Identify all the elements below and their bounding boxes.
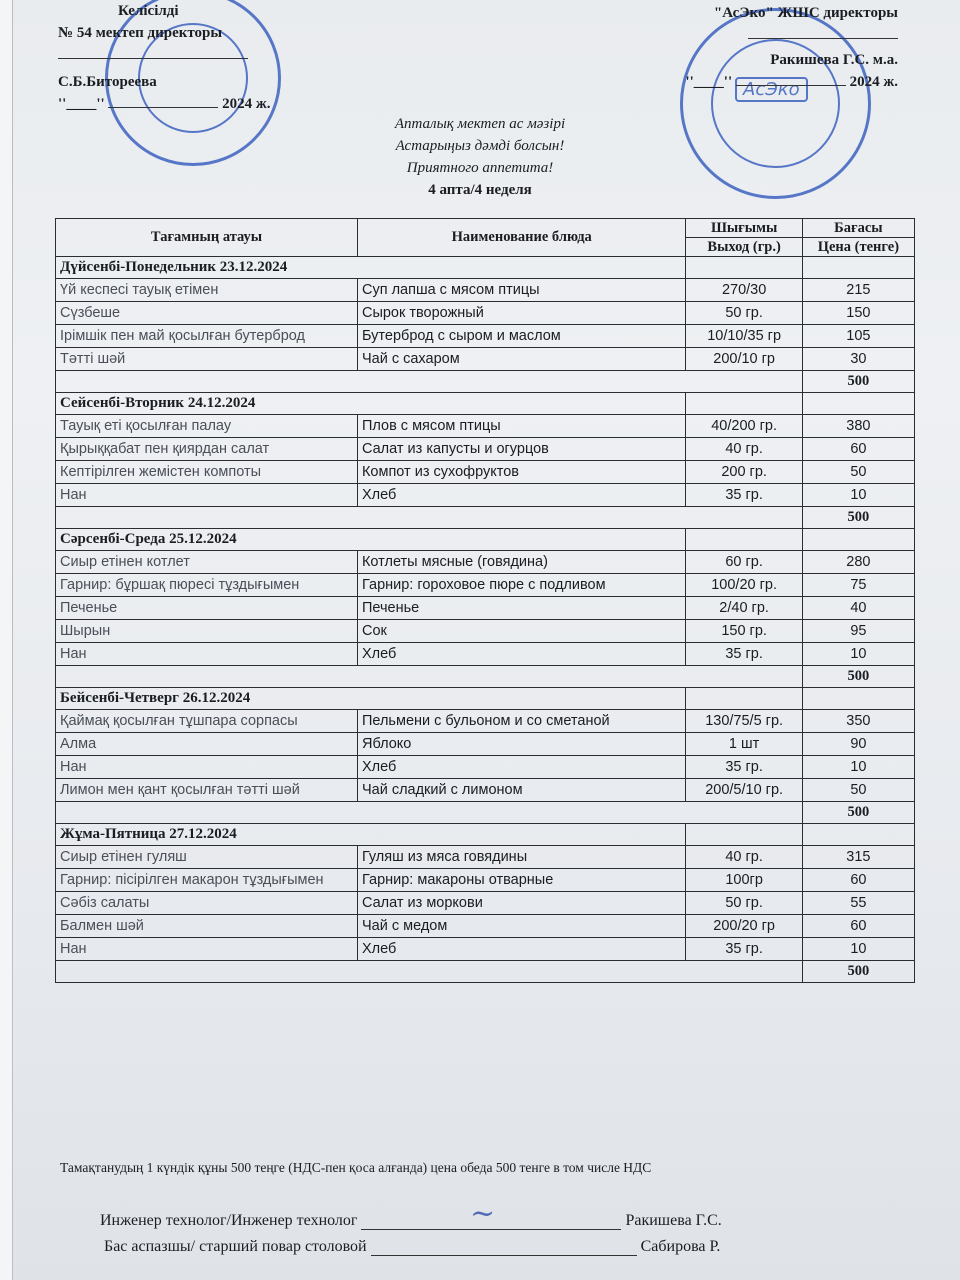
day-header-row bbox=[56, 257, 915, 279]
dish-price: 10 bbox=[802, 756, 914, 779]
dish-yield: 200/10 гр bbox=[686, 348, 802, 371]
dish-name-kz: Нан bbox=[56, 756, 358, 779]
table-row bbox=[56, 279, 915, 302]
date-prefix: ''____'' bbox=[58, 96, 105, 112]
dish-name-kz: Қырыққабат пен қиярдан салат bbox=[56, 438, 358, 461]
dish-name-ru: Хлеб bbox=[357, 938, 686, 961]
menu-body bbox=[56, 257, 915, 983]
signature-line bbox=[748, 24, 898, 39]
dish-name-ru: Печенье bbox=[357, 597, 686, 620]
empty-cell bbox=[686, 824, 802, 846]
col-header-name-kz: Тағамның атауы bbox=[56, 219, 358, 257]
dish-name-ru: Плов с мясом птицы bbox=[357, 415, 686, 438]
empty-cell bbox=[802, 529, 914, 551]
table-header-row bbox=[56, 219, 915, 238]
date-prefix: ''____'' bbox=[685, 74, 733, 90]
empty-cell bbox=[802, 393, 914, 415]
day-header-row bbox=[56, 688, 915, 710]
dish-name-ru: Гарнир: макароны отварные bbox=[357, 869, 686, 892]
handwritten-signature: ~ bbox=[470, 1196, 496, 1231]
dish-name-ru: Хлеб bbox=[357, 484, 686, 507]
table-row bbox=[56, 438, 915, 461]
company-director-name: Ракишева Г.С. м.а. bbox=[770, 52, 898, 68]
table-row bbox=[56, 892, 915, 915]
dish-yield: 40 гр. bbox=[686, 846, 802, 869]
day-header-row bbox=[56, 824, 915, 846]
dish-price: 60 bbox=[802, 438, 914, 461]
dish-name-ru: Чай сладкий с лимоном bbox=[357, 779, 686, 802]
dish-name-kz: Печенье bbox=[56, 597, 358, 620]
table-row bbox=[56, 643, 915, 666]
dish-price: 50 bbox=[802, 461, 914, 484]
dish-yield: 270/30 bbox=[686, 279, 802, 302]
title-line-3: Приятного аппетита! bbox=[406, 160, 554, 176]
dish-name-kz: Алма bbox=[56, 733, 358, 756]
day-total: 500 bbox=[802, 507, 914, 529]
table-row bbox=[56, 915, 915, 938]
day-title: Бейсенбі-Четверг 26.12.2024 bbox=[56, 688, 686, 710]
dish-name-kz: Сүзбеше bbox=[56, 302, 358, 325]
table-row bbox=[56, 597, 915, 620]
empty-cell bbox=[802, 257, 914, 279]
col-header-price-ru: Цена (тенге) bbox=[802, 238, 914, 257]
empty-cell bbox=[56, 371, 803, 393]
date-blank bbox=[736, 85, 846, 86]
dish-name-ru: Хлеб bbox=[357, 643, 686, 666]
dish-name-kz: Гарнир: бұршақ пюресі тұздығымен bbox=[56, 574, 358, 597]
empty-cell bbox=[686, 393, 802, 415]
day-title: Сәрсенбі-Среда 25.12.2024 bbox=[56, 529, 686, 551]
school-director-position: № 54 мектеп директоры bbox=[58, 25, 223, 41]
dish-yield: 35 гр. bbox=[686, 756, 802, 779]
price-footnote: Тамақтанудың 1 күндік құны 500 теңге (НДС-пен қоса алғанда) цена обеда 500 тенге в том числе НДС bbox=[60, 1160, 652, 1175]
dish-yield: 35 гр. bbox=[686, 938, 802, 961]
day-total-row bbox=[56, 666, 915, 688]
dish-name-ru: Гарнир: гороховое пюре с подливом bbox=[357, 574, 686, 597]
day-total-row bbox=[56, 961, 915, 983]
dish-name-kz: Нан bbox=[56, 484, 358, 507]
dish-yield: 130/75/5 гр. bbox=[686, 710, 802, 733]
dish-price: 150 bbox=[802, 302, 914, 325]
dish-name-ru: Яблоко bbox=[357, 733, 686, 756]
dish-price: 280 bbox=[802, 551, 914, 574]
empty-cell bbox=[56, 961, 803, 983]
dish-yield: 150 гр. bbox=[686, 620, 802, 643]
dish-yield: 100гр bbox=[686, 869, 802, 892]
dish-name-kz: Ірімшік пен май қосылған бутерброд bbox=[56, 325, 358, 348]
signature-blank bbox=[371, 1255, 637, 1256]
table-row bbox=[56, 348, 915, 371]
day-total: 500 bbox=[802, 802, 914, 824]
menu-title bbox=[0, 113, 960, 201]
date-suffix: 2024 ж. bbox=[849, 74, 898, 90]
dish-yield: 1 шт bbox=[686, 733, 802, 756]
dish-price: 30 bbox=[802, 348, 914, 371]
dish-yield: 200 гр. bbox=[686, 461, 802, 484]
empty-cell bbox=[802, 688, 914, 710]
dish-price: 75 bbox=[802, 574, 914, 597]
empty-cell bbox=[56, 507, 803, 529]
school-director-name: С.Б.Битореева bbox=[58, 74, 157, 90]
day-total: 500 bbox=[802, 961, 914, 983]
dish-name-ru: Суп лапша с мясом птицы bbox=[357, 279, 686, 302]
dish-name-ru: Салат из моркови bbox=[357, 892, 686, 915]
dish-name-kz: Балмен шәй bbox=[56, 915, 358, 938]
agreed-label: Келісілді bbox=[118, 3, 179, 19]
dish-name-kz: Қаймақ қосылған тұшпара сорпасы bbox=[56, 710, 358, 733]
dish-price: 215 bbox=[802, 279, 914, 302]
signature-line bbox=[58, 44, 248, 59]
table-row bbox=[56, 461, 915, 484]
dish-name-ru: Бутерброд с сыром и маслом bbox=[357, 325, 686, 348]
dish-yield: 60 гр. bbox=[686, 551, 802, 574]
empty-cell bbox=[686, 529, 802, 551]
day-title: Сейсенбі-Вторник 24.12.2024 bbox=[56, 393, 686, 415]
dish-name-ru: Котлеты мясные (говядина) bbox=[357, 551, 686, 574]
col-header-price-kz: Бағасы bbox=[802, 219, 914, 238]
stamp-brand: АсЭко bbox=[735, 77, 808, 102]
day-header-row bbox=[56, 393, 915, 415]
table-row bbox=[56, 869, 915, 892]
dish-name-kz: Тәтті шәй bbox=[56, 348, 358, 371]
day-total: 500 bbox=[802, 371, 914, 393]
table-row bbox=[56, 779, 915, 802]
dish-price: 50 bbox=[802, 779, 914, 802]
dish-name-kz: Тауық еті қосылған палау bbox=[56, 415, 358, 438]
dish-name-ru: Пельмени с бульоном и со сметаной bbox=[357, 710, 686, 733]
title-line-1: Апталық мектеп ас мәзірі bbox=[394, 116, 566, 132]
dish-price: 350 bbox=[802, 710, 914, 733]
empty-cell bbox=[802, 824, 914, 846]
table-row bbox=[56, 325, 915, 348]
approval-date-left bbox=[58, 93, 271, 115]
dish-name-kz: Лимон мен қант қосылған тәтті шәй bbox=[56, 779, 358, 802]
dish-name-ru: Компот из сухофруктов bbox=[357, 461, 686, 484]
dish-price: 60 bbox=[802, 915, 914, 938]
title-line-2: Астарыңыз дәмді болсын! bbox=[395, 138, 565, 154]
dish-name-kz: Сәбіз салаты bbox=[56, 892, 358, 915]
dish-yield: 40 гр. bbox=[686, 438, 802, 461]
menu-table bbox=[55, 218, 915, 983]
table-row bbox=[56, 484, 915, 507]
table-row bbox=[56, 415, 915, 438]
dish-name-ru: Чай с сахаром bbox=[357, 348, 686, 371]
table-row bbox=[56, 302, 915, 325]
signature-row-chef bbox=[104, 1238, 720, 1256]
table-row bbox=[56, 574, 915, 597]
signer-name: Сабирова Р. bbox=[640, 1238, 721, 1255]
dish-name-kz: Гарнир: пісірілген макарон тұздығымен bbox=[56, 869, 358, 892]
date-blank bbox=[108, 107, 218, 108]
dish-name-kz: Нан bbox=[56, 643, 358, 666]
col-header-name-ru: Наименование блюда bbox=[357, 219, 686, 257]
table-row bbox=[56, 733, 915, 756]
dish-name-ru: Хлеб bbox=[357, 756, 686, 779]
signer-name: Ракишева Г.С. bbox=[625, 1212, 722, 1229]
day-total-row bbox=[56, 371, 915, 393]
dish-name-kz: Шырын bbox=[56, 620, 358, 643]
dish-yield: 35 гр. bbox=[686, 643, 802, 666]
dish-name-kz: Нан bbox=[56, 938, 358, 961]
dish-name-ru: Сок bbox=[357, 620, 686, 643]
dish-name-kz: Сиыр етінен гуляш bbox=[56, 846, 358, 869]
empty-cell bbox=[686, 688, 802, 710]
signer-role: Бас аспазшы/ старший повар столовой bbox=[104, 1238, 367, 1255]
approval-left bbox=[58, 0, 271, 115]
table-row bbox=[56, 710, 915, 733]
company-director-position: "АсЭко" ЖШС директоры bbox=[713, 5, 898, 21]
dish-price: 380 bbox=[802, 415, 914, 438]
dish-yield: 40/200 гр. bbox=[686, 415, 802, 438]
empty-cell bbox=[56, 666, 803, 688]
dish-price: 105 bbox=[802, 325, 914, 348]
dish-yield: 2/40 гр. bbox=[686, 597, 802, 620]
dish-price: 40 bbox=[802, 597, 914, 620]
dish-name-kz: Кептірілген жемістен компоты bbox=[56, 461, 358, 484]
date-suffix: 2024 ж. bbox=[222, 96, 271, 112]
dish-price: 315 bbox=[802, 846, 914, 869]
table-row bbox=[56, 938, 915, 961]
dish-price: 55 bbox=[802, 892, 914, 915]
dish-price: 60 bbox=[802, 869, 914, 892]
day-total: 500 bbox=[802, 666, 914, 688]
table-row bbox=[56, 551, 915, 574]
col-header-yield-ru: Выход (гр.) bbox=[686, 238, 802, 257]
dish-name-kz: Сиыр етінен котлет bbox=[56, 551, 358, 574]
dish-name-kz: Үй кеспесі тауық етімен bbox=[56, 279, 358, 302]
dish-yield: 35 гр. bbox=[686, 484, 802, 507]
dish-yield: 100/20 гр. bbox=[686, 574, 802, 597]
signer-role: Инженер технолог/Инженер технолог bbox=[100, 1212, 358, 1229]
empty-cell bbox=[56, 802, 803, 824]
dish-price: 10 bbox=[802, 938, 914, 961]
col-header-yield-kz: Шығымы bbox=[686, 219, 802, 238]
dish-name-ru: Салат из капусты и огурцов bbox=[357, 438, 686, 461]
signature-row-technologist bbox=[100, 1212, 722, 1230]
approval-right bbox=[685, 2, 898, 93]
dish-name-ru: Чай с медом bbox=[357, 915, 686, 938]
dish-price: 10 bbox=[802, 643, 914, 666]
day-header-row bbox=[56, 529, 915, 551]
table-row bbox=[56, 756, 915, 779]
dish-price: 10 bbox=[802, 484, 914, 507]
dish-yield: 50 гр. bbox=[686, 892, 802, 915]
table-row bbox=[56, 620, 915, 643]
dish-name-ru: Сырок творожный bbox=[357, 302, 686, 325]
day-total-row bbox=[56, 802, 915, 824]
day-title: Жұма-Пятница 27.12.2024 bbox=[56, 824, 686, 846]
day-total-row bbox=[56, 507, 915, 529]
dish-name-ru: Гуляш из мяса говядины bbox=[357, 846, 686, 869]
empty-cell bbox=[686, 257, 802, 279]
dish-yield: 50 гр. bbox=[686, 302, 802, 325]
dish-yield: 200/5/10 гр. bbox=[686, 779, 802, 802]
week-label: 4 апта/4 неделя bbox=[428, 182, 532, 198]
dish-yield: 200/20 гр bbox=[686, 915, 802, 938]
approval-date-right bbox=[685, 71, 898, 93]
table-row bbox=[56, 846, 915, 869]
dish-price: 90 bbox=[802, 733, 914, 756]
dish-yield: 10/10/35 гр bbox=[686, 325, 802, 348]
dish-price: 95 bbox=[802, 620, 914, 643]
day-title: Дүйсенбі-Понедельник 23.12.2024 bbox=[56, 257, 686, 279]
